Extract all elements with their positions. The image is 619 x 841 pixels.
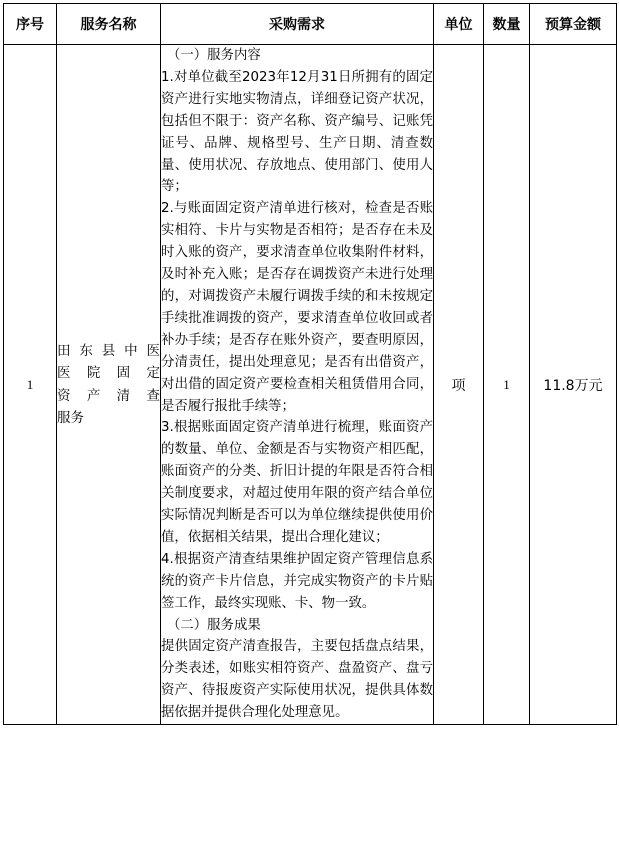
service-name-line: 田东县中医 <box>57 342 160 359</box>
header-requirement: 采购需求 <box>161 4 434 45</box>
cell-requirement <box>161 45 434 725</box>
cell-unit: 项 <box>434 45 484 725</box>
requirement-item-3: 3.根据账面固定资产清单进行梳理，账面资产的数量、单位、金额是否与实物资产相匹配，账面资产的分类、折旧计提的年限是否符合相关制度要求，对超过使用年限的资产结合单位实际情况判断是否可以为单位继续提供使用价值，依据相关结果，提出合理化建议； <box>161 420 433 545</box>
service-name-line: 服务 <box>57 410 84 427</box>
header-unit: 单位 <box>434 4 484 45</box>
outcome-text: 提供固定资产清查报告，主要包括盘点结果，分类表述，如账实相符资产、盘盈资产、盘亏资产、待报废资产实际使用状况，提供具体数据依据并提供合理化处理意见。 <box>161 639 433 721</box>
requirement-item-4: 4.根据资产清查结果维护固定资产管理信息系统的资产卡片信息，并完成实物资产的卡片贴签工作，最终实现账、卡、物一致。 <box>161 551 433 611</box>
header-budget: 预算金额 <box>530 4 617 45</box>
requirement-item-1: 1.对单位截至2023年12月31日所拥有的固定资产进行实地实物清点，详细登记资产状况，包括但不限于：资产名称、资产编号、记账凭证号、品牌、规格型号、生产日期、清查数量、使用状况、存放地点、使用部门、使用人等； <box>161 69 433 195</box>
requirement-item-2: 2.与账面固定资产清单进行核对，检查是否账实相符、卡片与实物是否相符；是否存在未及时入账的资产，要求清查单位收集附件材料，及时补充入账；是否存在调拨资产未进行处理的，对调拨资产未履行调拨手续的和未按规定手续批准调拨的资产，要求清查单位收回或者补办手续；是否存在账外资产，要查明原因，分清责任，提出处理意见；是否有出借资产，对出借的固定资产要检查相关租赁借用合同，是否履行报批手续等； <box>161 201 433 414</box>
header-row <box>4 4 617 45</box>
table-row <box>4 45 617 725</box>
cell-quantity: 1 <box>484 45 530 725</box>
section-title-content: （一）服务内容 <box>167 48 261 63</box>
header-quantity: 数量 <box>484 4 530 45</box>
procurement-table <box>3 3 617 725</box>
cell-budget: 11.8万元 <box>530 45 617 725</box>
section-title-outcome: （二）服务成果 <box>167 617 261 633</box>
header-no: 序号 <box>4 4 57 45</box>
cell-service-name <box>57 45 161 725</box>
service-name-line: 医院固定 <box>57 365 160 382</box>
service-name-line: 资产清查 <box>57 387 160 404</box>
cell-no: 1 <box>4 45 57 725</box>
header-service-name: 服务名称 <box>57 4 161 45</box>
